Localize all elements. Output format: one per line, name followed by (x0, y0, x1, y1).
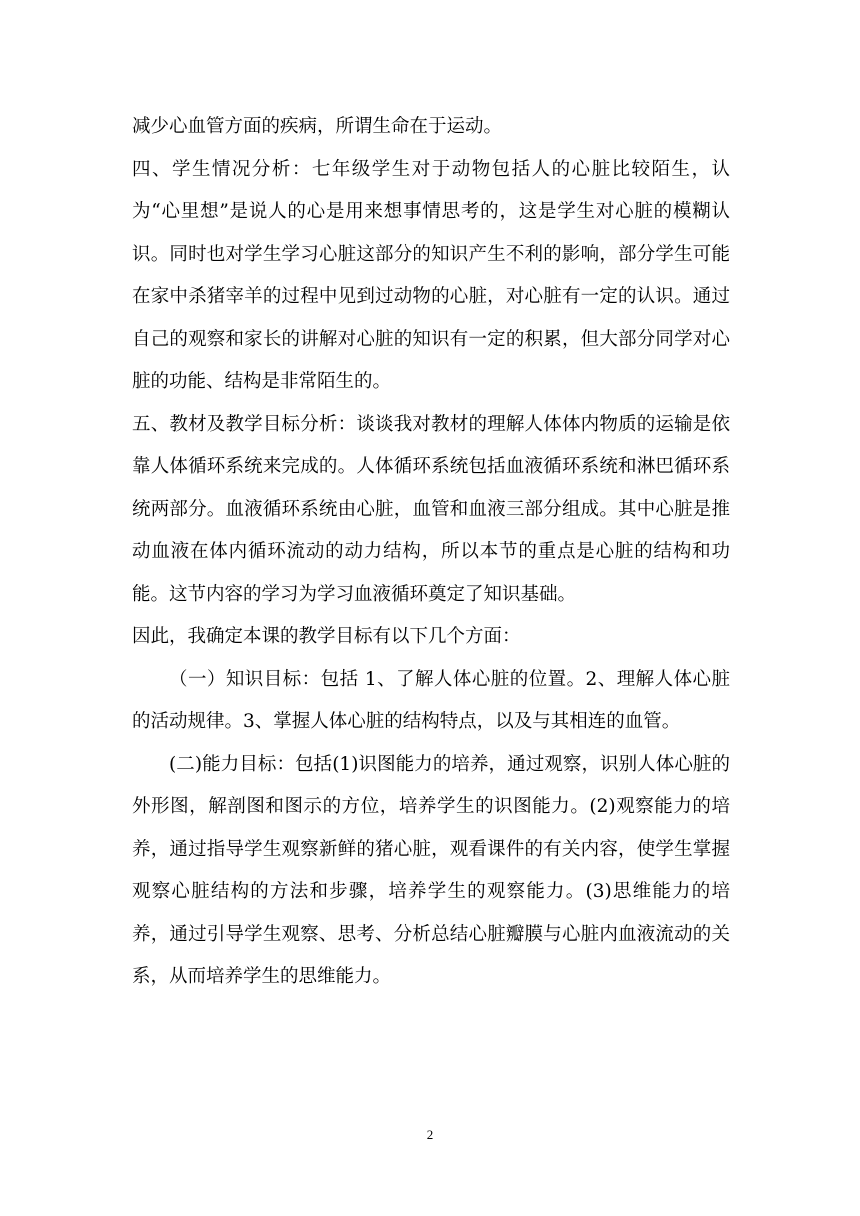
paragraph-ability-objective: (二)能力目标：包括(1)识图能力的培养，通过观察，识别人体心脏的外形图，解剖图和图示的方位，培养学生的识图能力。(2)观察能力的培养，通过指导学生观察新鲜的猪心脏，观看课件的有关内容，使学生掌握观察心脏结构的方法和步骤，培养学生的观察能力。(3)思维能力的培养，通过引导学生观察、思考、分析总结心脏瓣膜与心脏内血液流动的关系，从而培养学生的思维能力。 (132, 753, 730, 987)
paragraph-objectives-intro: 因此，我确定本课的教学目标有以下几个方面： (132, 626, 521, 647)
document-body (132, 106, 730, 999)
paragraph-textbook-analysis: 五、教材及教学目标分析：谈谈我对教材的理解人体体内物质的运输是依靠人体循环系统来完成的。人体循环系统包括血液循环系统和淋巴循环系统两部分。血液循环系统由心脏，血管和血液三部分组成。其中心脏是推动血液在体内循环流动的动力结构，所以本节的重点是心脏的结构和功能。这节内容的学习为学习血液循环奠定了知识基础。 (132, 413, 730, 605)
paragraph-continuation: 减少心血管方面的疾病，所谓生命在于运动。 (132, 116, 503, 137)
paragraph-knowledge-objective: （一）知识目标：包括 1、了解人体心脏的位置。2、理解人体心脏的活动规律。3、掌握人体心脏的结构特点，以及与其相连的血管。 (132, 668, 730, 732)
page-number: 2 (426, 1127, 434, 1142)
paragraph-student-analysis: 四、学生情况分析：七年级学生对于动物包括人的心脏比较陌生，认为“心里想”是说人的心是用来想事情思考的，这是学生对心脏的模糊认识。同时也对学生学习心脏这部分的知识产生不利的影响，部分学生可能在家中杀猪宰羊的过程中见到过动物的心脏，对心脏有一定的认识。通过自己的观察和家长的讲解对心脏的知识有一定的积累，但大部分同学对心脏的功能、结构是非常陌生的。 (132, 158, 730, 392)
